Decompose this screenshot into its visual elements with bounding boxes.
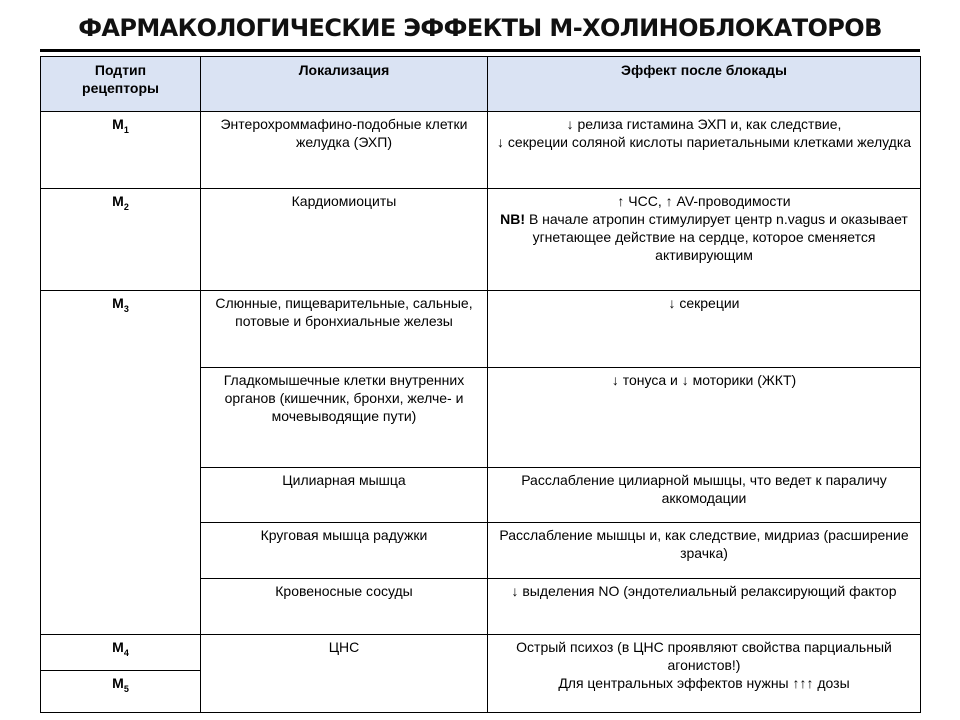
receptor-cell-m4	[41, 635, 201, 671]
location-cell-m3-iris: Круговая мышца радужки	[201, 523, 488, 579]
effect-cell-m3-glands: ↓ секреции	[488, 291, 921, 368]
effect-cell-m3-iris: Расслабление мышцы и, как следствие, мидриаз (расширение зрачка)	[488, 523, 921, 579]
receptor-label-m1: M	[112, 116, 124, 132]
location-cell-m3-smooth-muscle: Гладкомышечные клетки внутренних органов (кишечник, бронхи, желче- и мочевыводящие пути)	[201, 368, 488, 468]
effect-m1-line2: ↓ секреции соляной кислоты париетальными клетками желудка	[496, 134, 912, 150]
receptor-cell-m2	[41, 189, 201, 291]
effect-cell-cns	[488, 635, 921, 713]
title-underline	[40, 49, 920, 52]
effect-m2-line1: ↑ ЧСС, ↑ AV-проводимости	[617, 193, 791, 209]
table-row-m1	[41, 112, 921, 189]
header-effect: Эффект после блокады	[488, 57, 921, 112]
slide-title: ФАРМАКОЛОГИЧЕСКИЕ ЭФФЕКТЫ М-ХОЛИНОБЛОКАТОРОВ	[78, 14, 882, 42]
header-receptor-subtype	[41, 57, 201, 112]
effect-cns-line2: Для центральных эффектов нужны ↑↑↑ дозы	[558, 675, 850, 691]
effect-cell-m3-vessels: ↓ выделения NO (эндотелиальный релаксирующий фактор	[488, 579, 921, 635]
effect-cell-m3-smooth-muscle: ↓ тонуса и ↓ моторики (ЖКТ)	[488, 368, 921, 468]
header-receptor-line1: Подтип	[94, 62, 147, 78]
receptor-cell-m1	[41, 112, 201, 189]
receptor-subscript-m5: 5	[123, 683, 129, 694]
receptor-label-m5: M	[112, 675, 124, 691]
location-cell-m3-glands: Слюнные, пищеварительные, сальные, потовые и бронхиальные железы	[201, 291, 488, 368]
effect-cell-m2	[488, 189, 921, 291]
effect-m2-line2: В начале атропин стимулирует центр n.vagus и оказывает угнетающее действие на сердце, которое сменяется активирующим	[525, 211, 908, 263]
table-row-m2	[41, 189, 921, 291]
receptor-subscript-m3: 3	[123, 303, 129, 314]
receptor-label-m2: M	[112, 193, 124, 209]
receptor-label-m4: M	[112, 639, 124, 655]
header-location: Локализация	[201, 57, 488, 112]
effect-cell-m1	[488, 112, 921, 189]
header-receptor-line2: рецепторы	[82, 80, 159, 96]
effect-cns-line1: Острый психоз (в ЦНС проявляют свойства парциальный агонистов!)	[516, 639, 892, 673]
receptor-cell-m5	[41, 671, 201, 713]
location-cell-m3-vessels: Кровеносные сосуды	[201, 579, 488, 635]
table-header-row	[41, 57, 921, 112]
pharmacology-table	[40, 56, 921, 713]
receptor-subscript-m1: 1	[123, 124, 129, 135]
effect-m2-line2-wrap	[500, 211, 908, 263]
effect-cell-m3-ciliary: Расслабление цилиарной мышцы, что ведет к параличу аккомодации	[488, 468, 921, 523]
location-cell-m3-ciliary: Цилиарная мышца	[201, 468, 488, 523]
nb-label: NB!	[500, 211, 526, 227]
effect-m1-line1: ↓ релиза гистамина ЭХП и, как следствие,	[566, 116, 842, 132]
receptor-label-m3: M	[112, 295, 124, 311]
location-cell-m2: Кардиомиоциты	[201, 189, 488, 291]
receptor-subscript-m4: 4	[123, 647, 129, 658]
table-row-m4	[41, 635, 921, 671]
location-cell-m1: Энтерохроммафино-подобные клетки желудка (ЭХП)	[201, 112, 488, 189]
receptor-subscript-m2: 2	[123, 201, 129, 212]
receptor-cell-m3	[41, 291, 201, 635]
table-row-m3-glands	[41, 291, 921, 368]
location-cell-cns: ЦНС	[201, 635, 488, 713]
